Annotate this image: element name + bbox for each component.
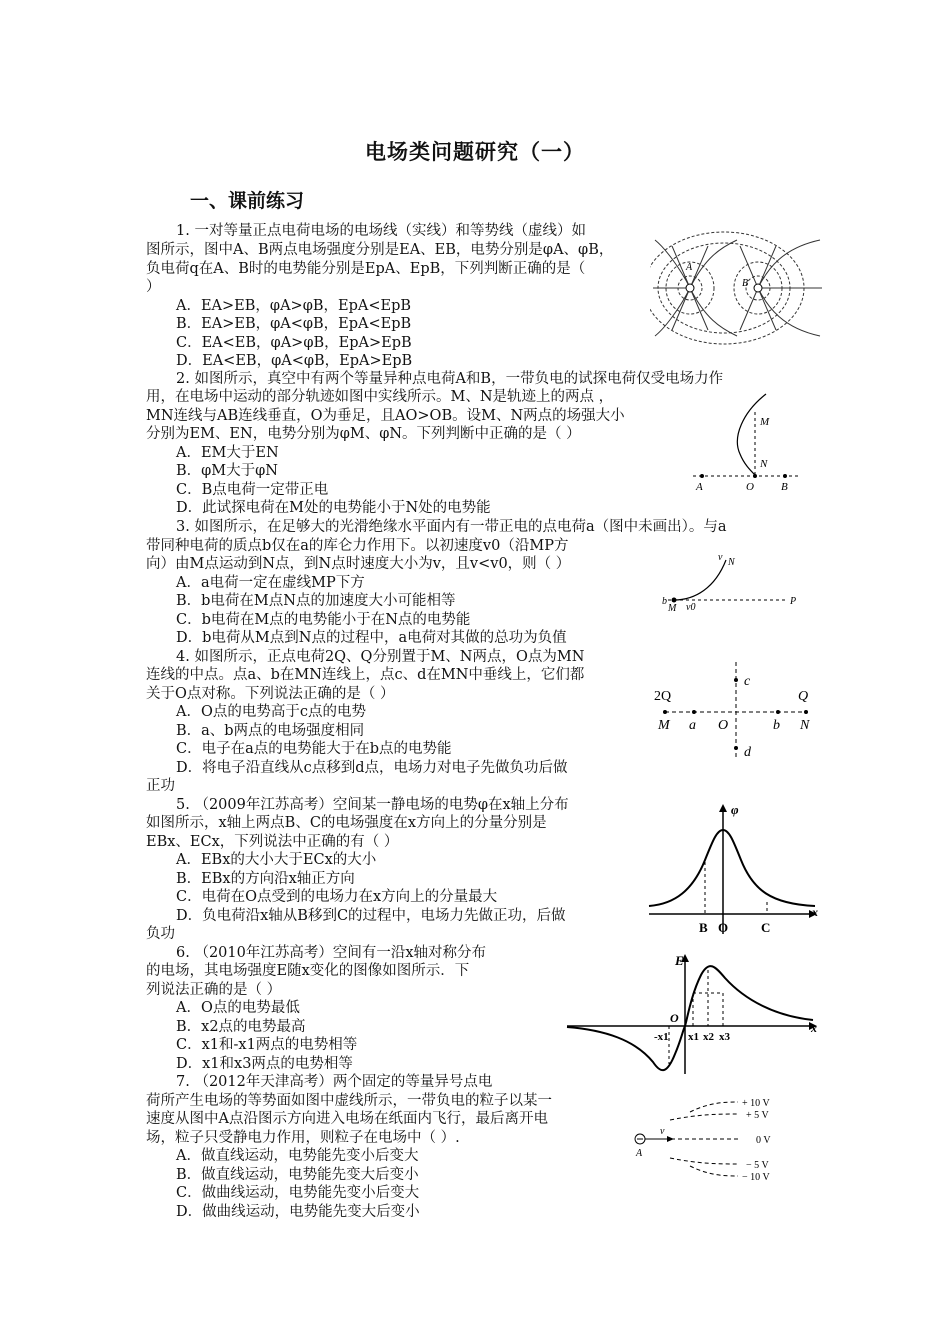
q6-option: B．x2点的电势最高 bbox=[176, 1019, 306, 1035]
q6-option: A．O点的电势最低 bbox=[176, 1000, 300, 1016]
q1-option: D．EA<EB，φA<φB，EpA>EpB bbox=[176, 353, 413, 369]
q2-stem-line: 2. 如图所示，真空中有两个等量异种点电荷A和B，一带负电的试探电荷仅受电场力作 bbox=[176, 371, 724, 387]
figure-label: N bbox=[760, 458, 768, 470]
figure-label: E bbox=[675, 953, 684, 968]
figure-label: B bbox=[781, 481, 788, 492]
q5-stem-line: 5. （2009年江苏高考）空间某一静电场的电势φ在x轴上分布 bbox=[176, 797, 569, 813]
q2-stem-line: 分别为EM、EN，电势分别为φM、φN。下列判断中正确的是（ ） bbox=[146, 426, 581, 442]
figure-label: O bbox=[746, 481, 754, 492]
section-title: 一、课前练习 bbox=[190, 190, 305, 212]
q7-option: D．做曲线运动，电势能先变大后变小 bbox=[176, 1204, 420, 1220]
figure-label: b bbox=[662, 596, 667, 607]
q2-option: D．此试探电荷在M处的电势能小于N处的电势能 bbox=[176, 500, 491, 516]
figure-label: − 5 V bbox=[746, 1160, 769, 1171]
q5-stem-line: EBx、ECx，下列说法中正确的有（ ） bbox=[146, 834, 399, 850]
q6-option: D．x1和x3两点的电势相等 bbox=[176, 1056, 353, 1072]
figure-label: -x1 bbox=[654, 1031, 669, 1043]
figure-label: C bbox=[761, 920, 771, 935]
q5-stem-line: 如图所示，x轴上两点B、C的电场强度在x方向上的分量分别是 bbox=[146, 815, 547, 831]
q4-option: A．O点的电势高于c点的电势 bbox=[176, 704, 366, 720]
q7-stem-line: 场，粒子只受静电力作用，则粒子在电场中（ ）. bbox=[146, 1130, 460, 1146]
figure-label: c bbox=[744, 674, 751, 689]
q3-option: A．a电荷一定在虚线MP下方 bbox=[176, 575, 365, 591]
q5-option: D．负电荷沿x轴从B移到C的过程中，电场力先做正功，后做 bbox=[176, 908, 566, 924]
figure-label: x bbox=[812, 905, 818, 919]
q2-option: C．B点电荷一定带正电 bbox=[176, 482, 329, 498]
figure-label: Q bbox=[798, 689, 809, 704]
figure-label: φ bbox=[731, 802, 739, 817]
q4-charges-figure bbox=[650, 660, 820, 765]
q4-option: C．电子在a点的电势能大于在b点的电势能 bbox=[176, 741, 452, 757]
figure-label: v bbox=[718, 552, 723, 563]
figure-label: x1 bbox=[688, 1031, 699, 1043]
q6-field-graph bbox=[565, 950, 825, 1078]
q6-stem-line: 6. （2010年江苏高考）空间有一沿x轴对称分布 bbox=[176, 945, 487, 961]
q7-stem-line: 荷所产生电场的等势面如图中虚线所示，一带负电的粒子以某一 bbox=[146, 1093, 552, 1109]
figure-label: N bbox=[800, 718, 810, 733]
figure-label: A bbox=[636, 1148, 643, 1159]
q1-stem-line: ） bbox=[146, 279, 161, 295]
figure-label: a bbox=[689, 718, 696, 733]
q4-option: 正功 bbox=[146, 778, 175, 794]
figure-label: x2 bbox=[703, 1031, 714, 1043]
figure-label: v0 bbox=[686, 602, 696, 613]
q7-stem-line: 速度从图中A点沿图示方向进入电场在纸面内飞行，最后离开电 bbox=[146, 1111, 548, 1127]
q5-option: B．EBx的方向沿x轴正方向 bbox=[176, 871, 355, 887]
figure-label: − 10 V bbox=[742, 1172, 770, 1183]
q1-option: A．EA>EB，φA>φB，EpA<EpB bbox=[176, 298, 412, 314]
figure-label: b bbox=[773, 718, 780, 733]
q2-stem-line: MN连线与AB连线垂直，O为垂足，且AO>OB。设M、N两点的场强大小 bbox=[146, 408, 625, 424]
figure-label: x bbox=[811, 1021, 817, 1035]
figure-label: B bbox=[699, 920, 708, 935]
q1-field-lines-figure bbox=[650, 228, 825, 348]
q7-option: B．做直线运动，电势能先变大后变小 bbox=[176, 1167, 419, 1183]
figure-label: v bbox=[660, 1126, 665, 1137]
q1-stem-line: 图所示，图中A、B两点电场强度分别是EA、EB，电势分别是φA、φB， bbox=[146, 242, 614, 258]
figure-label: 2Q bbox=[654, 689, 672, 704]
q4-option: D．将电子沿直线从c点移到d点，电场力对电子先做负功后做 bbox=[176, 760, 568, 776]
figure-label: d bbox=[744, 745, 751, 760]
q4-stem-line: 关于O点对称。下列说法正确的是（ ） bbox=[146, 686, 395, 702]
q7-option: C．做曲线运动，电势能先变小后变大 bbox=[176, 1185, 420, 1201]
q1-stem-line: 负电荷q在A、B时的电势能分别是EpA、EpB，下列判断正确的是（ bbox=[146, 261, 586, 277]
figure-label: O bbox=[670, 1011, 679, 1025]
q6-stem-line: 列说法正确的是（ ） bbox=[146, 982, 282, 998]
q5-option: 负功 bbox=[146, 926, 175, 942]
figure-label: N bbox=[728, 557, 735, 568]
q7-option: A．做直线运动，电势能先变小后变大 bbox=[176, 1148, 419, 1164]
q3-option: D．b电荷从M点到N点的过程中，a电荷对其做的总功为负值 bbox=[176, 630, 567, 646]
q2-option: A．EM大于EN bbox=[176, 445, 279, 461]
q3-stem-line: 3. 如图所示，在足够大的光滑绝缘水平面内有一带正电的点电荷a（图中未画出）。与a bbox=[176, 519, 727, 535]
figure-label: O bbox=[718, 718, 729, 733]
q3-option: B．b电荷在M点N点的加速度大小可能相等 bbox=[176, 593, 456, 609]
q4-stem-line: 4. 如图所示，正点电荷2Q、Q分别置于M、N两点，O点为MN bbox=[176, 649, 585, 665]
figure-label: M bbox=[658, 718, 670, 733]
q1-option: B．EA>EB，φA<φB，EpA<EpB bbox=[176, 316, 412, 332]
q3-stem-line: 带同种电荷的质点b仅在a的库仑力作用下。以初速度v0（沿MP方 bbox=[146, 538, 569, 554]
q6-stem-line: 的电场，其电场强度E随x变化的图像如图所示．下 bbox=[146, 963, 470, 979]
q5-potential-graph bbox=[645, 800, 825, 940]
q7-stem-line: 7. （2012年天津高考）两个固定的等量异号点电 bbox=[176, 1074, 493, 1090]
figure-label: + 5 V bbox=[746, 1110, 769, 1121]
q1-stem-line: 1. 一对等量正点电荷电场的电场线（实线）和等势线（虚线）如 bbox=[176, 223, 586, 239]
q1-option: C．EA<EB，φA>φB，EpA>EpB bbox=[176, 335, 412, 351]
q4-stem-line: 连线的中点。点a、b在MN连线上，点c、d在MN中垂线上，它们都 bbox=[146, 667, 585, 683]
q3-trajectory-figure bbox=[660, 548, 805, 613]
fig-label: B bbox=[742, 278, 749, 289]
figure-label: A bbox=[696, 481, 703, 492]
figure-label: O bbox=[718, 920, 729, 935]
q2-trajectory-figure bbox=[688, 392, 803, 492]
q4-option: B．a、b两点的电场强度相同 bbox=[176, 723, 365, 739]
q5-option: C．电荷在O点受到的电场力在x方向上的分量最大 bbox=[176, 889, 498, 905]
figure-label: x3 bbox=[719, 1031, 730, 1043]
q3-option: C．b电荷在M点的电势能小于在N点的电势能 bbox=[176, 612, 471, 628]
q3-stem-line: 向）由M点运动到N点，到N点时速度大小为v，且v<v0，则（ ） bbox=[146, 556, 571, 572]
q5-option: A．EBx的大小大于ECx的大小 bbox=[176, 852, 377, 868]
figure-label: M bbox=[668, 603, 677, 613]
figure-label: P bbox=[790, 596, 797, 607]
page-title: 电场类问题研究（一） bbox=[365, 140, 585, 164]
q2-stem-line: 用，在电场中运动的部分轨迹如图中实线所示。M、N是轨迹上的两点 ， bbox=[146, 389, 614, 405]
q7-equipotential-figure bbox=[630, 1092, 810, 1187]
figure-label: 0 V bbox=[756, 1135, 771, 1146]
fig-label: A bbox=[686, 262, 693, 273]
figure-label: + 10 V bbox=[742, 1098, 770, 1109]
q2-option: B．φM大于φN bbox=[176, 463, 278, 479]
figure-label: M bbox=[760, 416, 770, 428]
q6-option: C．x1和-x1两点的电势相等 bbox=[176, 1037, 358, 1053]
